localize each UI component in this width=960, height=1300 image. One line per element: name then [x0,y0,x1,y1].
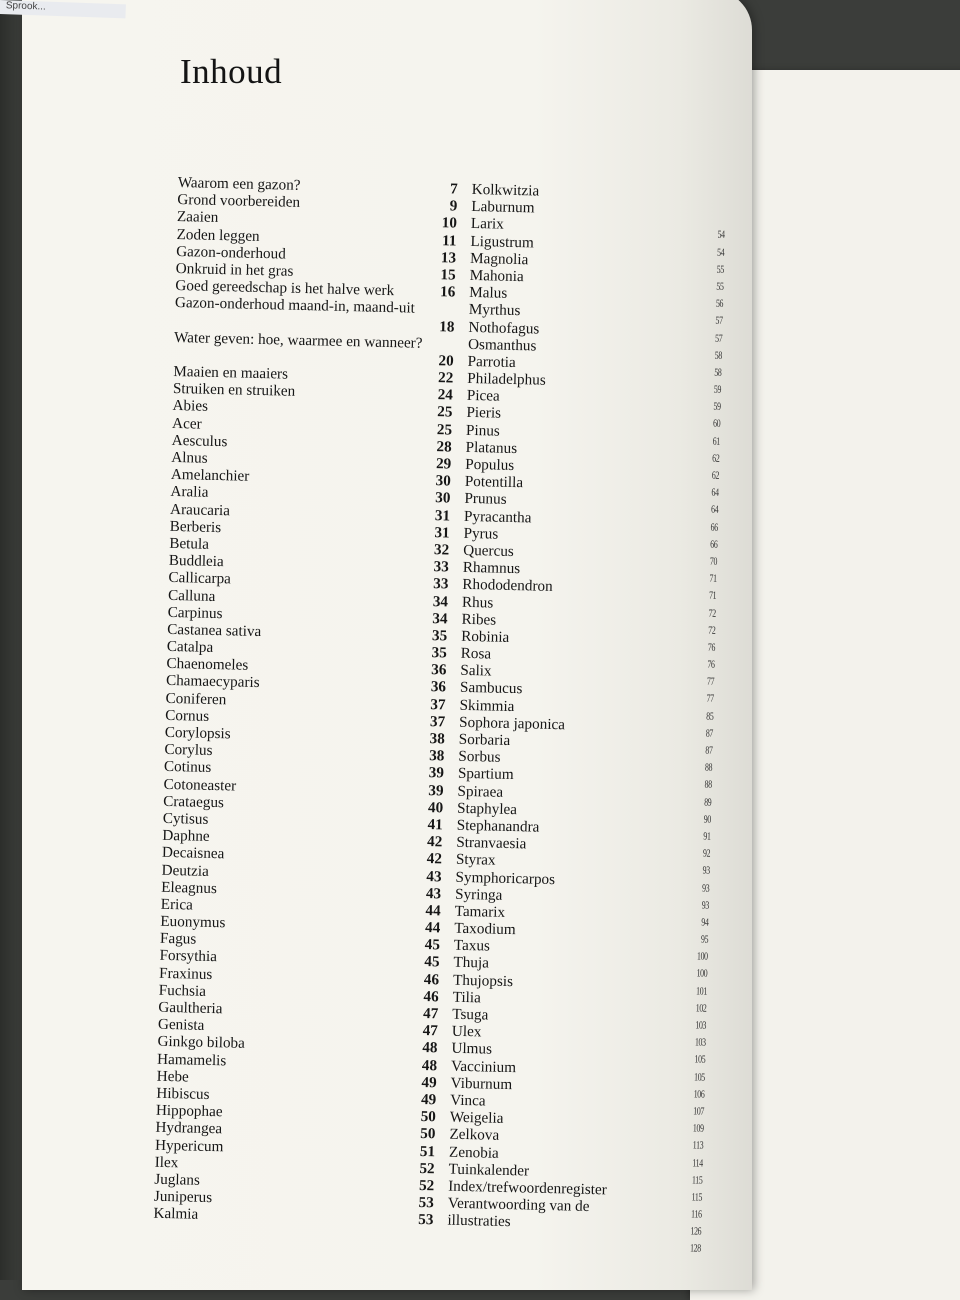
toc-entry-title: Hippophae [155,1101,223,1121]
toc-entry-title: Acer [171,414,202,433]
toc-entry-page: 18 [439,317,455,336]
toc-entry-title: Magnolia [469,249,529,269]
toc-entry-page: 128 [689,1242,701,1256]
toc-entry-page: 33 [433,575,449,593]
toc-entry-page: 54 [717,229,725,242]
toc-entry-title: Weigelia [449,1108,504,1128]
toc-entry-page: 36 [430,678,447,696]
toc-entry-title: Laburnum [471,198,535,217]
toc-entry-title: Tsuga [452,1005,489,1024]
toc-entry-page: 10 [441,214,458,232]
toc-entry-page: 89 [704,796,712,809]
toc-entry-page: 25 [436,420,453,439]
toc-entry-title: Larix [470,215,504,234]
toc-entry-page: 101 [695,985,708,998]
toc-entry-page: 38 [428,747,445,765]
toc-entry-page: 29 [435,455,452,473]
toc-left-column [153,174,458,1229]
toc-entry-title: Pieris [466,404,502,423]
toc-entry-title: Styrax [455,851,496,869]
toc-entry-page: 106 [693,1088,705,1101]
toc-entry-page: 31 [434,523,450,542]
toc-entry-title: Crataegus [163,792,225,812]
toc-entry-page: 36 [430,661,447,679]
toc-entry-page: 22 [437,369,454,387]
toc-entry-page: 88 [704,778,712,792]
toc-entry-title: Hypericum [154,1136,224,1155]
toc-entry-title: Stranvaesia [456,833,527,853]
toc-entry-page: 115 [691,1191,703,1204]
toc-entry-page: 20 [438,352,454,370]
toc-entry-title: Betula [169,534,210,553]
toc-entry-title: Sorbaria [458,730,511,749]
toc-entry-page: 77 [706,693,714,706]
toc-entry-page: 30 [435,472,452,490]
toc-entry-title: Osmanthus [467,335,537,355]
toc-entry-page: 59 [713,383,722,396]
toc-entry-title: Gazon-onderhoud maand-in, maand-uit [174,294,416,317]
toc-entry-page: 103 [694,1036,706,1049]
toc-entry-page: 61 [712,435,720,448]
toc-entry-title: Nothofagus [468,318,540,338]
toc-entry-page: 28 [436,437,452,456]
toc-entry-page: 58 [714,349,723,362]
toc-entry-page: 72 [708,624,716,637]
toc-entry-page [701,210,725,211]
toc-entry-title: Abies [172,397,209,416]
toc-entry-title: Platanus [465,438,518,457]
toc-entry-title: Salix [460,662,492,680]
toc-entry-title: Callicarpa [168,569,232,588]
toc-entry-title: Genista [157,1015,205,1035]
toc-entry-title: Maaien en maaiers [173,363,289,383]
toc-entry-title: Symphoricarpos [455,868,556,888]
toc-entry-page: 9 [449,197,458,215]
toc-entry-title: Pyrus [463,524,499,543]
toc-entry-page: 40 [427,798,444,817]
toc-entry-title: Ginkgo biloba [157,1033,246,1053]
toc-entry-page: 53 [418,1211,434,1229]
toc-entry-title: Grond voorbereiden [177,191,301,212]
toc-entry-title: Viburnum [450,1074,513,1093]
toc-entry-page: 76 [707,641,716,654]
toc-entry-title: Hibiscus [156,1084,210,1103]
toc-entry-page: 102 [695,1002,707,1015]
toc-entry-title: illustraties [447,1211,511,1231]
toc-entry-title: Onkruid in het gras [175,259,294,280]
toc-entry-title: Aesculus [171,431,228,451]
toc-entry-title: Carpinus [167,603,223,622]
toc-entry-page: 35 [431,627,448,645]
toc-right-column [447,180,742,1256]
toc-entry-title: Populus [465,455,515,474]
toc-entry-title: Alnus [171,448,208,467]
toc-entry-page: 15 [440,266,456,284]
toc-entry-page: 105 [693,1070,706,1084]
toc-entry-page: 109 [692,1122,704,1135]
toc-entry-page: 31 [434,506,451,525]
toc-entry-page: 46 [423,987,439,1006]
toc-entry-page: 52 [419,1159,435,1178]
toc-entry-page: 44 [425,901,441,920]
toc-entry-page: 72 [708,607,716,620]
toc-entry-title: Gazon-onderhoud [175,242,287,263]
toc-entry-title: Cotoneaster [163,775,237,795]
toc-entry-page: 37 [429,712,446,731]
toc-entry-page: 24 [437,386,454,404]
toc-entry-page: 77 [706,675,715,689]
toc-entry-page: 30 [435,489,451,507]
toc-entry-title: Stephanandra [456,816,540,836]
toc-entry-title: Robinia [460,627,510,646]
toc-entry-page: 32 [433,541,450,559]
toc-entry-page: 45 [424,936,441,954]
toc-entry-title: Sorbus [458,747,501,766]
toc-entry-page: 116 [690,1208,702,1221]
toc-entry-page: 54 [716,246,725,259]
toc-entry-title: Rosa [460,644,492,663]
toc-entry-title: Pinus [465,421,501,440]
toc-entry-title: Syringa [454,885,503,904]
toc-entry-title: Prunus [464,490,507,509]
toc-entry-page: 34 [432,592,449,610]
toc-entry-title: Staphylea [456,799,518,818]
toc-entry-title: Mahonia [469,266,524,286]
toc-entry-title: Verantwoording van de [447,1194,590,1216]
toc-entry-page: 100 [696,950,708,963]
toc-entry-title: Tilia [452,988,482,1007]
toc-entry-page: 49 [420,1090,437,1109]
toc-entry-title: Rhamnus [462,558,521,578]
toc-entry-page: 37 [430,695,446,714]
toc-entry-title: Corylopsis [164,723,231,743]
toc-entry-title: Castanea sativa [167,620,262,640]
toc-entry-title: Taxus [453,936,491,955]
toc-entry-page: 39 [428,781,444,800]
toc-entry-page: 48 [422,1039,438,1057]
toc-entry-title: Ulex [451,1022,482,1041]
toc-entry-title: Corylus [164,741,213,760]
toc-entry-title: Ulmus [451,1040,493,1059]
toc-entry-page: 60 [712,418,721,431]
toc-entry-title: Waarom een gazon? [177,174,301,194]
toc-entry-page: 41 [427,816,443,834]
toc-entry-title: Juniperus [153,1187,213,1207]
toc-entry-title: Water geven: hoe, waarmee en wanneer? [173,328,423,352]
toc-entry-title: Eleagnus [160,878,218,897]
toc-entry-title: Thuja [453,954,490,972]
toc-entry-page: 55 [716,280,724,293]
toc-entry-page: 94 [701,916,709,929]
page-title: Inhoud [180,52,283,91]
toc-entry-page: 115 [691,1174,703,1187]
toc-entry-title: Ilex [154,1153,179,1171]
toc-entry-title: Skimmia [459,696,515,715]
toc-entry-title: Euonymus [160,912,226,932]
toc-entry-title: Quercus [463,541,515,560]
toc-entry-title: Picea [466,387,500,405]
toc-entry-title: Aralia [170,483,209,502]
toc-entry-title: Rhododendron [462,576,553,596]
toc-entry-title: Philadelphus [467,369,546,389]
toc-entry-title: Tamarix [454,902,506,921]
toc-entry-page: 33 [433,558,450,576]
toc-entry-page: 58 [714,366,722,379]
toc-entry-page: 92 [702,847,711,860]
toc-entry-page: 34 [432,609,448,628]
toc-entry-page: 43 [426,867,442,885]
toc-entry-page: 64 [710,504,719,517]
toc-entry-title: Vaccinium [450,1057,517,1076]
toc-entry-title: Cotinus [163,758,212,777]
toc-entry-page: 47 [422,1005,439,1023]
toc-entry-page: 55 [716,263,725,276]
toc-entry-title: Rhus [461,593,494,612]
toc-entry-page: 64 [711,486,719,500]
toc-entry-page: 87 [705,727,714,740]
toc-entry-title: Vinca [450,1091,486,1110]
toc-entry-page: 53 [418,1194,435,1212]
toc-entry-page [701,192,725,193]
toc-entry-page: 87 [705,744,713,757]
toc-entry-title: Zoden leggen [176,225,260,245]
toc-entry-page: 90 [703,813,712,826]
toc-entry-title: Fuchsia [158,981,207,1000]
toc-entry-page: 7 [449,180,458,198]
toc-entry-page: 126 [690,1225,702,1238]
toc-entry-title: Taxodium [454,919,516,939]
toc-entry-title: Zelkova [449,1125,500,1145]
toc-entry-title: Zaaien [176,208,219,227]
toc-entry-page: 51 [419,1142,436,1160]
toc-entry-title: Potentilla [464,473,524,492]
toc-entry-page: 59 [713,400,721,414]
toc-entry-title: Sophora japonica [458,713,566,734]
toc-entry-page: 107 [693,1105,705,1118]
toc-entry-page: 66 [710,538,718,551]
toc-entry-title: Coniferen [165,689,227,708]
toc-entry-title: Ribes [461,610,497,629]
toc-entry-title: Fraxinus [158,964,213,983]
toc-entry-title: Cornus [165,706,210,725]
toc-entry-title: Araucaria [169,500,231,519]
toc-entry-title: Parrotia [467,352,516,371]
toc-entry-title: Kalmia [153,1204,199,1224]
toc-entry-title: Zenobia [448,1143,499,1162]
toc-entry-page: 47 [422,1022,439,1040]
toc-entry-title: Forsythia [159,947,218,966]
toc-entry-page: 62 [711,469,720,482]
toc-entry-page: 85 [706,710,714,723]
toc-entry-title: Fagus [159,930,197,948]
toc-entry-page: 25 [437,403,453,421]
toc-entry-page: 16 [439,283,456,301]
toc-entry-page: 105 [694,1053,706,1067]
toc-entry-title: Cytisus [162,809,209,828]
toc-entry-page: 93 [701,882,710,895]
toc-entry-page: 93 [702,864,710,878]
toc-entry-page: 70 [709,555,718,568]
toc-entry-page: 56 [715,297,724,311]
toc-entry-page: 50 [420,1108,437,1126]
toc-entry-title: Hamamelis [156,1050,227,1069]
toc-entry-title: Berberis [169,517,222,536]
toc-entry-title: Myrthus [468,301,521,320]
toc-entry-page: 71 [709,572,717,585]
toc-entry-page: 71 [708,589,717,603]
toc-entry-title: Amelanchier [170,466,250,485]
toc-entry-page: 95 [700,933,709,946]
toc-entry-title: Malus [469,284,508,302]
toc-entry-page: 43 [425,884,442,903]
toc-entry-title: Buddleia [168,552,224,571]
toc-entry-page: 52 [418,1176,435,1195]
toc-entry-title: Juglans [154,1170,201,1189]
toc-entry-page: 49 [421,1073,437,1092]
toc-entry-title: Chamaecyparis [165,672,260,692]
toc-entry-title: Thujopsis [452,971,514,990]
toc-entry-page: 88 [704,761,713,774]
toc-entry-page: 44 [424,919,441,937]
toc-entry-title: Hebe [156,1067,189,1086]
toc-entry-page: 46 [423,970,440,989]
toc-entry-title: Index/trefwoordenregister [448,1177,607,1199]
toc-entry-title: Erica [160,895,194,914]
paper-scrap: Sprook... [0,0,126,18]
toc-entry-title: Spiraea [457,782,504,801]
toc-entry-page: 100 [696,967,708,981]
toc-entry-page: 113 [692,1139,704,1152]
toc-entry-title: Decaisnea [161,844,225,863]
toc-entry-page: 42 [426,833,443,851]
toc-entry-page: 50 [420,1125,436,1143]
toc-entry-title: Catalpa [166,637,214,657]
toc-entry-page: 114 [692,1156,703,1170]
toc-entry-title: Pyracantha [463,507,532,526]
toc-entry-page: 48 [421,1056,438,1074]
toc-entry-title: Daphne [162,826,210,846]
toc-entry-page: 35 [431,644,447,662]
toc-entry-page: 93 [701,899,710,912]
toc-entry-page: 45 [424,953,440,971]
toc-entry-page: 76 [707,658,715,671]
toc-entry-page: 57 [714,332,723,345]
toc-entry-page: 11 [441,231,457,250]
toc-entry-page: 42 [426,850,443,868]
toc-entry-page: 62 [712,452,720,465]
toc-entry-page: 38 [429,730,445,748]
toc-entry-title: Gaultheria [158,998,223,1018]
toc-entry-title: Tuinkalender [448,1160,530,1180]
toc-entry-title: Goed gereedschap is het halve werk [175,277,395,300]
toc-entry-title: Chaenomeles [166,655,249,675]
toc-entry-title: Hydrangea [155,1119,223,1138]
toc-entry-page: 103 [695,1019,707,1032]
toc-entry-page: 91 [703,830,711,843]
toc-entry-page: 57 [715,315,723,328]
toc-entry-page: 13 [440,248,457,267]
toc-entry-title: Sambucus [459,679,523,698]
toc-entry-page: 66 [710,521,718,534]
toc-entry-page: 39 [428,764,445,782]
toc-entry-title: Spartium [457,765,514,784]
toc-entry-title: Calluna [167,586,216,605]
toc-entry-title: Kolkwitzia [471,180,540,200]
toc-entry-title: Struiken en struiken [172,380,296,401]
toc-entry-title: Deutzia [161,861,210,880]
toc-entry-title: Ligustrum [470,232,534,251]
